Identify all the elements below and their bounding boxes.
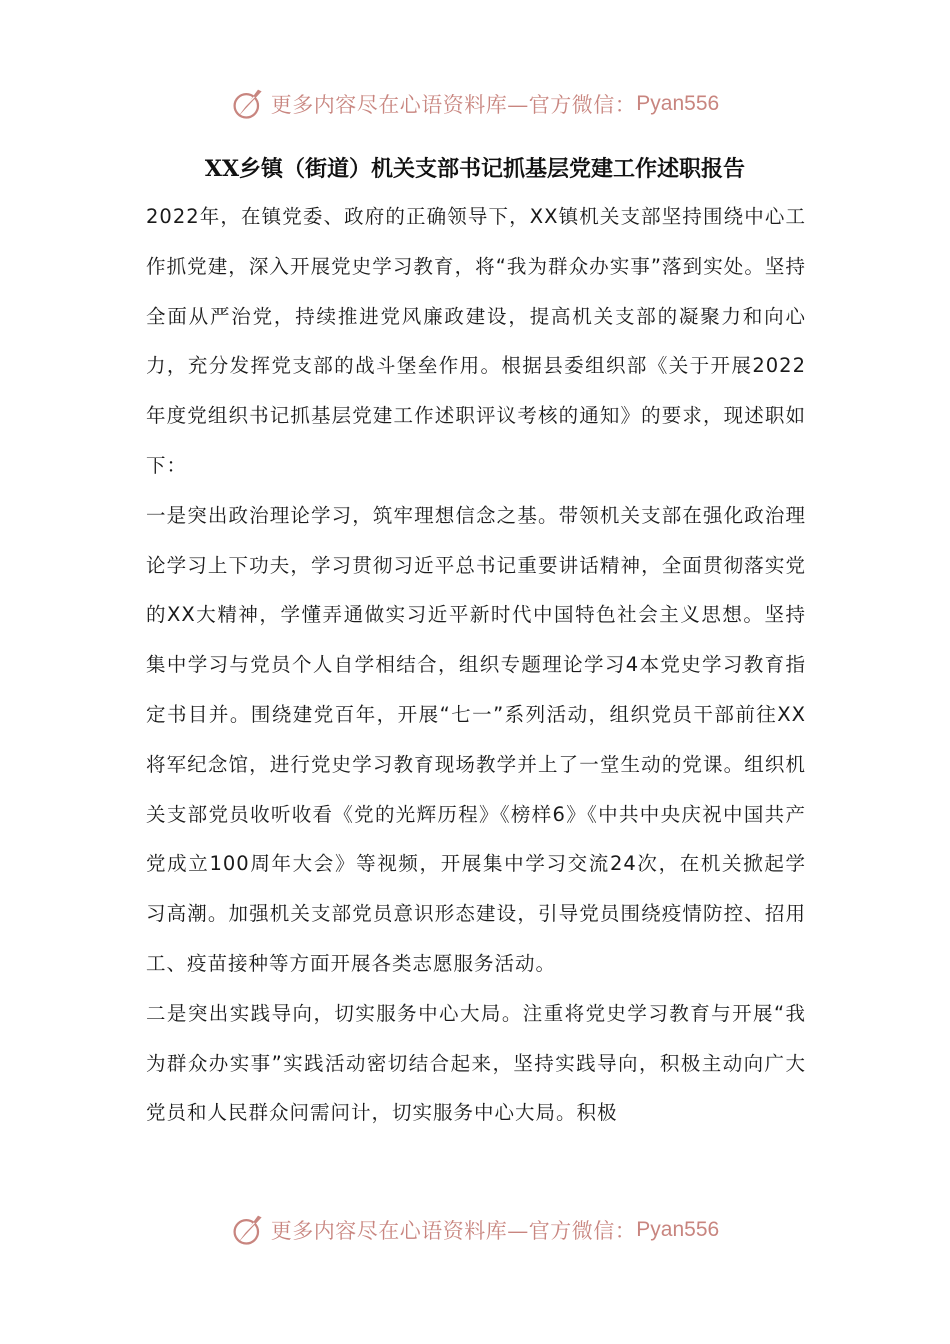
document-body	[146, 192, 806, 1138]
paragraph-intro: 2022年，在镇党委、政府的正确领导下，XX镇机关支部坚持围绕中心工作抓党建，深入开展党史学习教育，将“我为群众办实事”落到实处。坚持全面从严治党，持续推进党风廉政建设，提高机关支部的凝聚力和向心力，充分发挥党支部的战斗堡垒作用。根据县委组织部《关于开展2022年度党组织书记抓基层党建工作述职评议考核的通知》的要求，现述职如下：	[146, 205, 806, 477]
paragraph-point-two: 二是突出实践导向，切实服务中心大局。注重将党史学习教育与开展“我为群众办实事”实践活动密切结合起来，坚持实践导向，积极主动向广大党员和人民群众问需问计，切实服务中心大局。积极	[146, 1001, 806, 1125]
quill-pen-logo-icon	[231, 86, 267, 122]
quill-pen-logo-icon	[231, 1212, 267, 1248]
watermark-text: 更多内容尽在心语资料库—官方微信：	[270, 1219, 637, 1243]
paragraph-point-one: 一是突出政治理论学习，筑牢理想信念之基。带领机关支部在强化政治理论学习上下功夫，学习贯彻习近平总书记重要讲话精神，全面贯彻落实党的XX大精神，学懂弄通做实习近平新时代中国特色社会主义思想。坚持集中学习与党员个人自学相结合，组织专题理论学习4本党史学习教育指定书目并。围绕建党百年，开展“七一”系列活动，组织党员干部前往XX将军纪念馆，进行党史学习教育现场教学并上了一堂生动的党课。组织机关支部党员收听收看《党的光辉历程》《榜样6》《中共中央庆祝中国共产党成立100周年大会》等视频，开展集中学习交流24次，在机关掀起学习高潮。加强机关支部党员意识形态建设，引导党员围绕疫情防控、招用工、疫苗接种等方面开展各类志愿服务活动。	[146, 503, 806, 975]
watermark-wechat-id: Pyan556	[636, 1218, 720, 1241]
footer-watermark	[0, 1210, 950, 1250]
document-title: XX乡镇（街道）机关支部书记抓基层党建工作述职报告	[204, 156, 746, 182]
watermark-text: 更多内容尽在心语资料库—官方微信：	[270, 93, 637, 117]
header-watermark	[0, 84, 950, 124]
watermark-wechat-id: Pyan556	[636, 92, 720, 115]
